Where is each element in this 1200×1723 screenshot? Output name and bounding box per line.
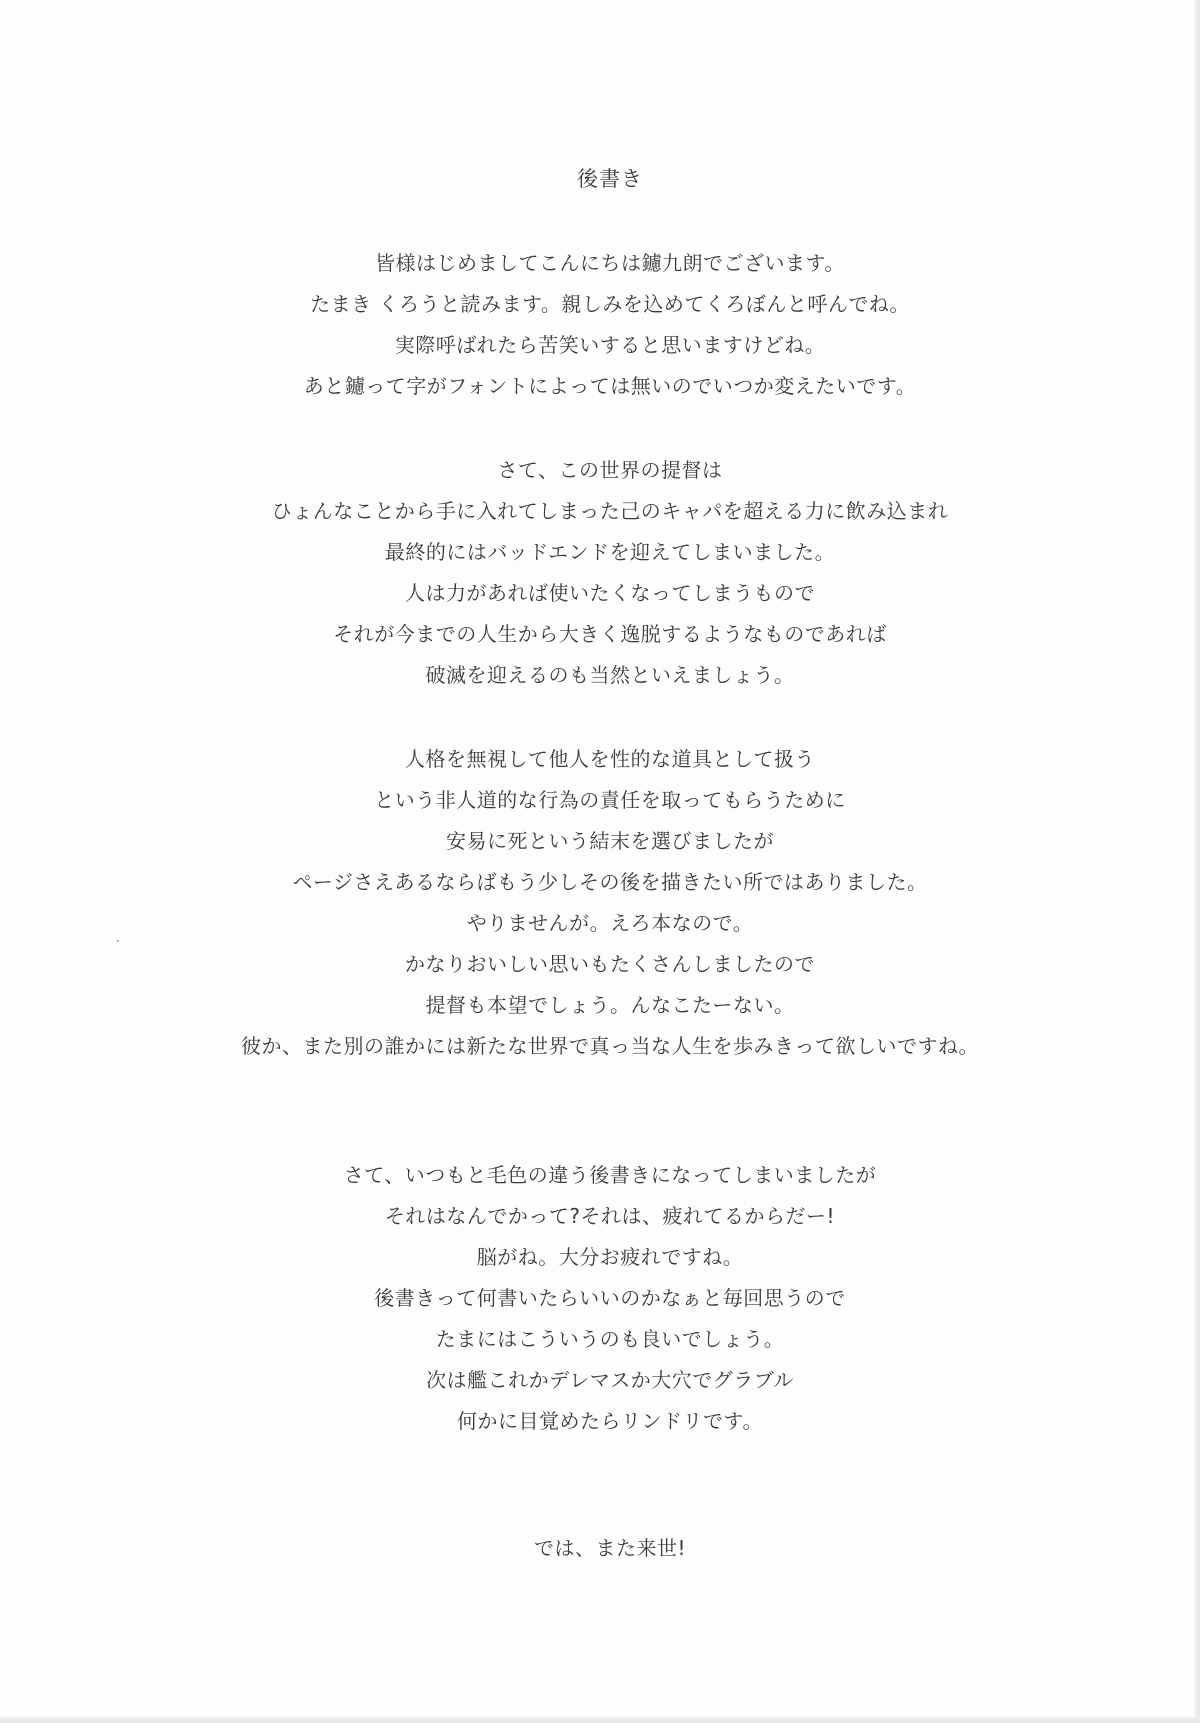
text-line: 実際呼ばれたら苦笑いすると思いますけどね。 [394,333,826,357]
text-line: 彼か、また別の誰かには新たな世界で真っ当な人生を歩みきって欲しいですね。 [241,1034,979,1058]
text-line: 安易に死という結末を選びましたが [446,829,774,853]
text-line: 破滅を迎えるのも当然といえましょう。 [425,663,795,687]
text-line: という非人道的な行為の責任を取ってもらうために [374,788,846,812]
text-line: たまにはこういうのも良いでしょう。 [435,1327,785,1351]
text-line: 後書きって何書いたらいいのかなぁと毎回思うので [374,1286,846,1310]
text-line: 提督も本望でしょう。んなこたーない。 [425,993,795,1017]
text-line: ページさえあるならばもう少しその後を描きたい所ではありました。 [292,870,928,894]
text-line: たまき くろうと読みます。親しみを込めてくろぼんと呼んでね。 [310,292,910,316]
afterword-title: 後書き [577,167,643,191]
text-line: やりませんが。えろ本なので。 [466,911,754,935]
text-line: 次は艦これかデレマスか大穴でグラブル [426,1368,794,1392]
text-line: それはなんでかって?それは、疲れてるからだー! [384,1204,836,1228]
text-line: さて、いつもと毛色の違う後書きになってしまいましたが [343,1163,877,1187]
text-line: 人格を無視して他人を性的な道具として扱う [405,747,815,771]
text-line: 人は力があれば使いたくなってしまうもので [405,581,815,605]
text-line: 何かに目覚めたらリンドリです。 [457,1409,763,1433]
text-line: さて、この世界の提督は [497,458,723,482]
scan-speck [117,940,119,942]
closing-line: では、また来世! [533,1536,687,1560]
text-line: あと鑢って字がフォントによっては無いのでいつか変えたいです。 [303,374,917,398]
text-line: ひょんなことから手に入れてしまった己のキャパを超える力に飲み込まれ [271,499,949,523]
page-edge-bottom [0,1717,1200,1723]
text-line: かなりおいしい思いもたくさんしましたので [405,952,815,976]
text-line: それが今までの人生から大きく逸脱するようなものであれば [333,622,887,646]
text-line: 皆様はじめましてこんにちは鑢九朗でございます。 [375,251,845,275]
text-line: 脳がね。大分お疲れですね。 [476,1245,744,1269]
text-line: 最終的にはバッドエンドを迎えてしまいました。 [384,540,836,564]
